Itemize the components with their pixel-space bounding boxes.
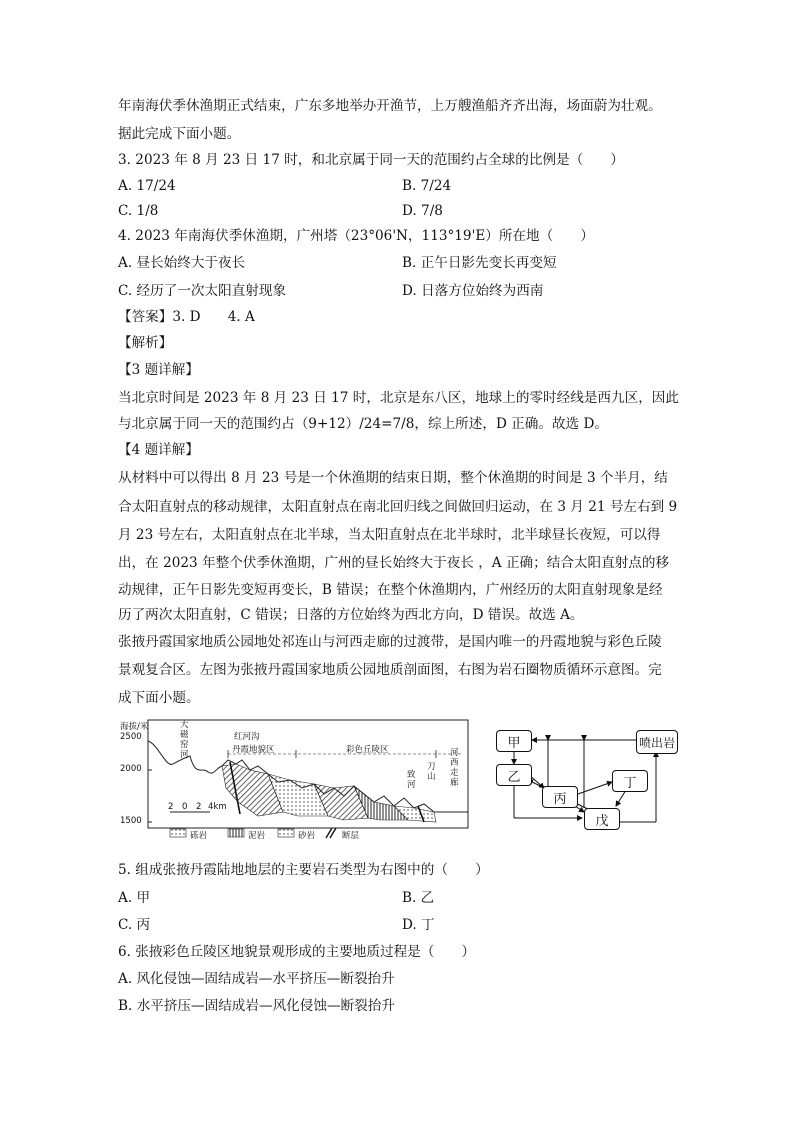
q5-option-b: B. 乙	[402, 890, 435, 906]
passage-line-1: 张掖丹霞国家地质公园地处祁连山与河西走廊的过渡带，是国内唯一的丹霞地貌与彩色丘陵	[118, 634, 662, 650]
detail4-line-4: 出，在 2023 年整个伏季休渔期，广州的昼长始终大于夜长 ，A 正确；结合太阳直射点的移	[118, 555, 670, 571]
q6-stem: 6. 张掖彩色丘陵区地貌景观形成的主要地质过程是（ ）	[118, 944, 476, 960]
detail3-line-1: 当北京时间是 2023 年 8 月 23 日 17 时，北京是东八区，地球上的零时经线是西九区，因此	[118, 390, 679, 406]
intro-line-1: 年南海伏季休渔期正式结束，广东多地举办开渔节，上万艘渔船齐齐出海，场面蔚为壮观。	[118, 98, 662, 114]
q3-option-d: D. 7/8	[402, 203, 443, 219]
detail3-line-2: 与北京属于同一天的范围约占（9+12）/24=7/8，综上所述，D 正确。故选 D。	[118, 416, 608, 432]
profile-label-zhi-he: 河	[407, 780, 416, 790]
detail4-line-3: 月 23 号左右，太阳直射点在北半球，当太阳直射点在北半球时，北半球昼长夜短，可以得	[118, 527, 661, 543]
q3-option-c: C. 1/8	[118, 203, 159, 219]
q5-option-d: D. 丁	[402, 917, 435, 933]
rock-box-jia: 甲	[496, 730, 532, 752]
rock-box-bing: 丙	[542, 786, 578, 808]
rock-box-wu: 戊	[584, 808, 620, 830]
profile-label-danxia-zone: 丹霞地貌区	[232, 745, 275, 755]
profile-label-hexi-2: 西	[450, 758, 459, 768]
profile-label-honghegou: 红河沟	[234, 732, 260, 742]
passage-line-3: 成下面小题。	[118, 690, 200, 706]
scale-tick-2b: 2	[196, 802, 202, 812]
q4-option-b: B. 正午日影先变长再变短	[402, 255, 557, 271]
rock-box-ding: 丁	[612, 770, 648, 792]
profile-label-colorful-hills: 彩色丘陵区	[346, 745, 389, 755]
profile-ytick-1500: 1500	[120, 816, 142, 826]
rock-box-extrusive: 喷出岩	[636, 730, 678, 754]
q4-option-d: D. 日落方位始终为西南	[402, 283, 544, 299]
q3-option-a: A. 17/24	[118, 178, 176, 194]
profile-ytick-2500: 2500	[120, 732, 142, 742]
q3-option-b: B. 7/24	[402, 178, 452, 194]
legend-sandstone: 砂岩	[298, 831, 316, 841]
profile-ylabel: 海拔/米	[120, 722, 149, 732]
profile-label-yao: 窑	[180, 740, 189, 750]
scale-tick-2a: 2	[168, 802, 174, 812]
analysis-label: 【解析】	[118, 335, 173, 351]
legend-conglomerate: 砾岩	[190, 831, 208, 841]
q3-stem: 3. 2023 年 8 月 23 日 17 时，和北京属于同一天的范围约占全球的比例是（ ）	[118, 152, 624, 168]
scale-tick-4km: 4km	[208, 802, 227, 812]
detail3-label: 【3 题详解】	[118, 362, 199, 378]
detail4-line-1: 从材料中可以得出 8 月 23 号是一个休渔期的结束日期，整个休渔期的时间是 3 个半月，结	[118, 470, 668, 486]
profile-label-he: 河	[180, 750, 189, 760]
profile-label-da: 大	[180, 720, 189, 730]
q6-option-b: B. 水平挤压—固结成岩—风化侵蚀—断裂抬升	[118, 998, 395, 1014]
profile-label-shan: 山	[427, 772, 436, 782]
q4-stem: 4. 2023 年南海伏季休渔期，广州塔（23°06'N，113°19'E）所在地（ ）	[118, 228, 594, 244]
detail4-label: 【4 题详解】	[118, 442, 199, 458]
rock-cycle-figure	[488, 722, 678, 830]
profile-ytick-2000: 2000	[120, 764, 142, 774]
detail4-line-2: 合太阳直射点的移动规律，太阳直射点在南北回归线之间做回归运动，在 3 月 21 号左右到 9	[118, 499, 678, 515]
legend-fault: 断层	[342, 831, 360, 841]
detail4-line-5: 动规律，正午日影先变短再变长，B 错误；在整个休渔期内，广州经历的太阳直射现象是经	[118, 582, 663, 598]
q5-stem: 5. 组成张掖丹霞陆地地层的主要岩石类型为右图中的（ ）	[118, 862, 489, 878]
q6-option-a: A. 风化侵蚀—固结成岩—水平挤压—断裂抬升	[118, 971, 395, 987]
profile-label-dao: 刀	[427, 762, 436, 772]
intro-line-2: 据此完成下面小题。	[118, 126, 241, 142]
profile-label-hexi-4: 廊	[450, 778, 459, 788]
scale-tick-0: 0	[182, 802, 188, 812]
passage-line-2: 景观复合区。左图为张掖丹霞国家地质公园地质剖面图，右图为岩石圈物质循环示意图。完	[118, 662, 662, 678]
profile-label-ci: 磁	[180, 730, 189, 740]
answer-line: 【答案】3. D 4. A	[118, 309, 255, 325]
detail4-line-6: 历了两次太阳直射，C 错误；日落的方位始终为西北方向，D 错误。故选 A。	[118, 607, 584, 623]
profile-label-zhi: 致	[407, 770, 416, 780]
q4-option-c: C. 经历了一次太阳直射现象	[118, 283, 287, 299]
q4-option-a: A. 昼长始终大于夜长	[118, 255, 246, 271]
profile-label-hexi-3: 走	[450, 768, 459, 778]
geologic-profile-figure	[118, 716, 473, 844]
q5-option-a: A. 甲	[118, 890, 151, 906]
legend-mudstone: 泥岩	[248, 831, 266, 841]
rock-box-yi: 乙	[496, 764, 532, 786]
q5-option-c: C. 丙	[118, 917, 151, 933]
profile-label-hexi-1: 河	[450, 748, 459, 758]
